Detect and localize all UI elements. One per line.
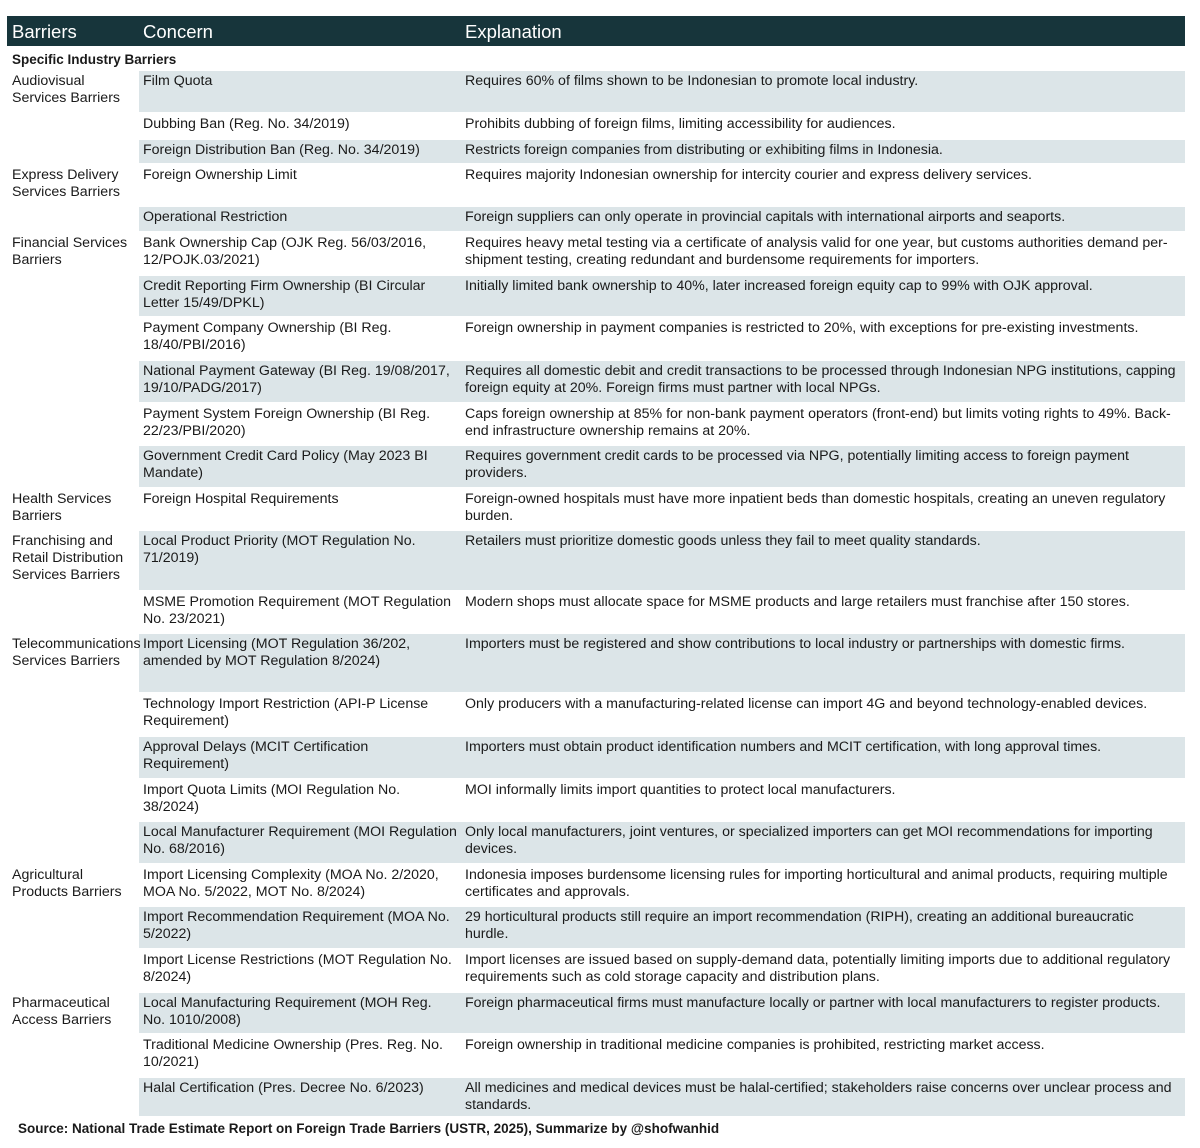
concern-cell: Bank Ownership Cap (OJK Reg. 56/03/2016, 12/POJK.03/2021) <box>143 235 427 268</box>
table-row <box>7 865 1185 905</box>
barrier-cell: Express Delivery Services Barriers <box>12 167 121 200</box>
explanation-cell: Requires 60% of films shown to be Indonesian to promote local industry. <box>461 71 1185 112</box>
concern-cell: Import License Restrictions (MOT Regulation No. 8/2024) <box>143 952 452 985</box>
explanation-cell: 29 horticultural products still require an import recommendation (RIPH), creating an additional bureaucratic hurdle. <box>461 907 1185 948</box>
concern-cell: Import Recommendation Requirement (MOA No. 5/2022) <box>139 907 461 948</box>
barrier-cell <box>7 404 139 444</box>
concern-cell: Foreign Ownership Limit <box>143 167 297 183</box>
barrier-cell <box>7 950 139 991</box>
explanation-cell: Importers must obtain product identification numbers and MCIT certification, with long approval times. <box>461 737 1185 778</box>
explanation-cell: Prohibits dubbing of foreign films, limiting accessibility for audiences. <box>465 116 896 132</box>
table-row <box>7 446 1185 487</box>
table-row <box>7 233 1185 274</box>
table-row <box>7 207 1185 231</box>
concern-cell: National Payment Gateway (BI Reg. 19/08/2017, 19/10/PADG/2017) <box>139 361 461 402</box>
table-row <box>7 71 1185 112</box>
barrier-cell: Health Services Barriers <box>12 491 112 524</box>
barrier-cell <box>7 207 139 231</box>
concern-cell: Local Manufacturing Requirement (MOH Reg. No. 1010/2008) <box>139 993 461 1033</box>
concern-cell: Traditional Medicine Ownership (Pres. Reg. No. 10/2021) <box>143 1037 443 1070</box>
explanation-cell: Caps foreign ownership at 85% for non-bank payment operators (front-end) but limits voting rights to 49%. Back-end infrastructure ownership remains at 20%. <box>465 406 1171 439</box>
explanation-cell: Requires heavy metal testing via a certificate of analysis valid for one year, but customs authorities demand per-shipment testing, creating redundant and burdensome requirements for importers. <box>465 235 1168 268</box>
table-row <box>7 276 1185 316</box>
barrier-cell <box>7 276 139 316</box>
concern-cell: Dubbing Ban (Reg. No. 34/2019) <box>143 116 350 132</box>
header-barriers: Barriers <box>12 21 77 42</box>
table-row <box>7 822 1185 863</box>
barrier-cell <box>7 361 139 402</box>
concern-cell: Government Credit Card Policy (May 2023 BI Mandate) <box>139 446 461 487</box>
table-header <box>7 16 1185 46</box>
barrier-cell: Agricultural Products Barriers <box>12 867 122 900</box>
explanation-cell: Foreign pharmaceutical firms must manufacture locally or partner with local manufacturers to register products. <box>461 993 1185 1033</box>
explanation-cell: Restricts foreign companies from distributing or exhibiting films in Indonesia. <box>461 140 1185 163</box>
concern-cell: Film Quota <box>139 71 461 112</box>
barrier-cell <box>7 907 139 948</box>
table-row <box>7 404 1185 444</box>
concern-cell: Import Licensing (MOT Regulation 36/202, amended by MOT Regulation 8/2024) <box>139 634 461 692</box>
barrier-cell <box>7 822 139 863</box>
explanation-cell: Foreign ownership in payment companies is restricted to 20%, with exceptions for pre-existing investments. <box>465 320 1139 336</box>
section-title: Specific Industry Barriers <box>12 52 177 67</box>
table-row <box>7 318 1185 359</box>
barrier-cell: Franchising and Retail Distribution Services Barriers <box>12 533 124 583</box>
barrier-cell <box>7 446 139 487</box>
explanation-cell: Requires government credit cards to be processed via NPG, potentially limiting access to foreign payment providers. <box>461 446 1185 487</box>
explanation-cell: Foreign ownership in traditional medicine companies is prohibited, restricting market access. <box>465 1037 1045 1053</box>
barrier-cell <box>7 592 139 632</box>
barrier-cell: Telecommunications Services Barriers <box>12 636 141 669</box>
header-explanation: Explanation <box>465 21 562 42</box>
table-row <box>7 780 1185 820</box>
concern-cell: Local Product Priority (MOT Regulation No. 71/2019) <box>139 531 461 590</box>
explanation-cell: Foreign suppliers can only operate in provincial capitals with international airports and seaports. <box>461 207 1185 231</box>
table-row <box>7 361 1185 402</box>
table-row <box>7 993 1185 1033</box>
concern-cell: Credit Reporting Firm Ownership (BI Circular Letter 15/49/DPKL) <box>139 276 461 316</box>
concern-cell: Approval Delays (MCIT Certification Requirement) <box>139 737 461 778</box>
table-row <box>7 634 1185 692</box>
explanation-cell: Requires all domestic debit and credit transactions to be processed through Indonesian NPG institutions, capping foreign equity at 20%. Foreign firms must partner with local NPGs. <box>461 361 1185 402</box>
explanation-cell: Indonesia imposes burdensome licensing rules for importing horticultural and animal products, requiring multiple certificates and approvals. <box>465 867 1168 900</box>
table-row <box>7 1035 1185 1076</box>
table-row <box>7 165 1185 205</box>
barrier-cell <box>7 114 139 138</box>
table-row <box>7 114 1185 138</box>
barrier-cell <box>7 694 139 735</box>
concern-cell: Operational Restriction <box>139 207 461 231</box>
explanation-cell: MOI informally limits import quantities to protect local manufacturers. <box>465 782 896 798</box>
explanation-cell: Requires majority Indonesian ownership for intercity courier and express delivery services. <box>465 167 1032 183</box>
explanation-cell: Modern shops must allocate space for MSME products and large retailers must franchise after 150 stores. <box>465 594 1130 610</box>
explanation-cell: Retailers must prioritize domestic goods unless they fail to meet quality standards. <box>461 531 1185 590</box>
source-note: Source: National Trade Estimate Report on Foreign Trade Barriers (USTR, 2025), Summarize by @shofwanhid <box>18 1121 720 1136</box>
table-row <box>7 489 1185 529</box>
barrier-cell <box>7 780 139 820</box>
concern-cell: Payment Company Ownership (BI Reg. 18/40/PBI/2016) <box>143 320 392 353</box>
concern-cell: Import Licensing Complexity (MOA No. 2/2020, MOA No. 5/2022, MOT No. 8/2024) <box>143 867 439 900</box>
table-row <box>7 531 1185 590</box>
explanation-cell: Only local manufacturers, joint ventures, or specialized importers can get MOI recommendations for importing devices. <box>461 822 1185 863</box>
barrier-cell <box>7 140 139 163</box>
barrier-cell: Pharmaceutical Access Barriers <box>12 995 112 1028</box>
table-row <box>7 950 1185 991</box>
concern-cell: Foreign Hospital Requirements <box>143 491 339 507</box>
barrier-cell: Audiovisual Services Barriers <box>12 73 121 106</box>
table-row <box>7 140 1185 163</box>
concern-cell: MSME Promotion Requirement (MOT Regulation No. 23/2021) <box>143 594 452 627</box>
table-row <box>7 737 1185 778</box>
concern-cell: Foreign Distribution Ban (Reg. No. 34/2019) <box>139 140 461 163</box>
barrier-cell <box>7 737 139 778</box>
explanation-cell: Importers must be registered and show contributions to local industry or partnerships with domestic firms. <box>461 634 1185 692</box>
table-row <box>7 907 1185 948</box>
barrier-cell: Financial Services Barriers <box>12 235 128 268</box>
concern-cell: Local Manufacturer Requirement (MOI Regulation No. 68/2016) <box>139 822 461 863</box>
header-concern: Concern <box>143 21 213 42</box>
table-row <box>7 1078 1185 1116</box>
concern-cell: Import Quota Limits (MOI Regulation No. 38/2024) <box>143 782 401 815</box>
explanation-cell: Initially limited bank ownership to 40%, later increased foreign equity cap to 99% with OJK approval. <box>461 276 1185 316</box>
barrier-cell <box>7 1078 139 1116</box>
explanation-cell: Only producers with a manufacturing-related license can import 4G and beyond technology-enabled devices. <box>465 696 1148 712</box>
table-row <box>7 592 1185 632</box>
explanation-cell: Import licenses are issued based on supply-demand data, potentially limiting imports due to additional regulatory requirements such as cold storage capacity and distribution plans. <box>465 952 1171 985</box>
explanation-cell: All medicines and medical devices must be halal-certified; stakeholders raise concerns over unclear process and standards. <box>461 1078 1185 1116</box>
barrier-cell <box>7 318 139 359</box>
explanation-cell: Foreign-owned hospitals must have more inpatient beds than domestic hospitals, creating an uneven regulatory burden. <box>465 491 1166 524</box>
concern-cell: Technology Import Restriction (API-P License Requirement) <box>143 696 429 729</box>
table-row <box>7 694 1185 735</box>
concern-cell: Payment System Foreign Ownership (BI Reg. 22/23/PBI/2020) <box>143 406 431 439</box>
barrier-cell <box>7 1035 139 1076</box>
concern-cell: Halal Certification (Pres. Decree No. 6/2023) <box>139 1078 461 1116</box>
